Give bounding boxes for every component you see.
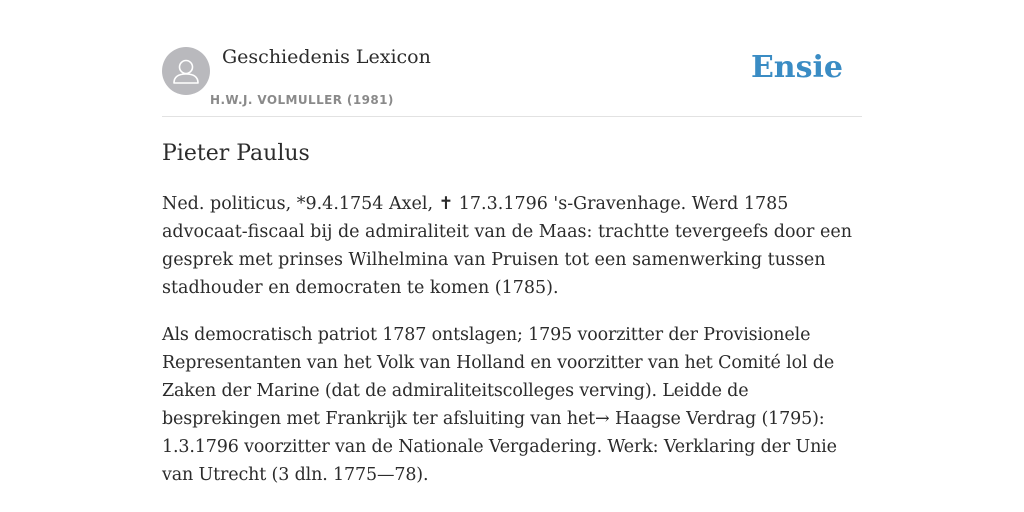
article-title: Pieter Paulus [162,141,310,166]
user-avatar-icon[interactable] [162,47,210,95]
brand-logo[interactable]: Ensie [750,50,843,85]
article-paragraph: Als democratisch patriot 1787 ontslagen; 1795 voorzitter der Provisionele Representanten van het Volk van Holland en voorzitter van het Comité lol de Zaken der Marine (dat de admiraliteitscolleges verving). Leidde de besprekingen met Frankrijk ter afsluiting van het→ Haagse Verdrag (1795): 1.3.1796 voorzitter van de Nationale Vergadering. Werk: Verklaring der Unie van Utrecht (3 dln. 1775—78). [162,325,837,485]
source-author: H.W.J. VOLMULLER (1981) [210,93,394,107]
entry-header [162,40,862,117]
article [162,138,862,508]
person-outline-icon [162,47,210,95]
article-paragraph: Ned. politicus, *9.4.1754 Axel, ✝ 17.3.1796 's-Gravenhage. Werd 1785 advocaat-fiscaal bij de admiraliteit van de Maas: trachtte tevergeefs door een gesprek met prinses Wilhelmina van Pruisen tot een samenwerking tussen stadhouder en democraten te komen (1785). [162,194,852,298]
source-title-link[interactable]: Geschiedenis Lexicon [222,46,431,68]
